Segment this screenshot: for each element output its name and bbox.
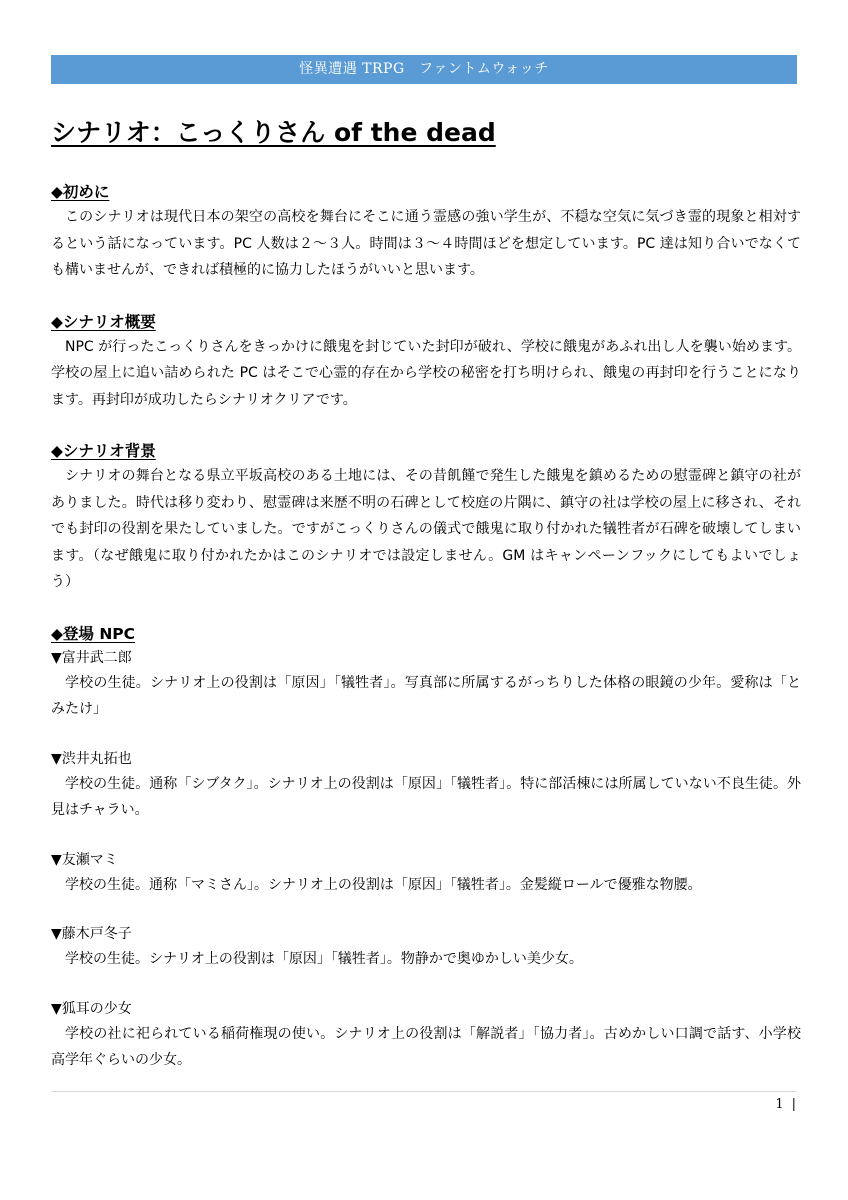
page-number-separator: | [791, 1097, 796, 1112]
npc-description: 学校の生徒。通称「シブタク」。シナリオ上の役割は「原因」「犠牲者」。特に部活棟には所属していない不良生徒。外見はチャラい。 [51, 775, 801, 818]
page-number [775, 1096, 796, 1114]
section-background [51, 439, 801, 596]
npc-entry-tomose [51, 848, 801, 899]
document-title: シナリオ：こっくりさん of the dead [51, 118, 496, 147]
section-body-intro: このシナリオは現代日本の架空の高校を舞台にそこに通う霊感の強い学生が、不穏な空気に気づき霊的現象と相対するという話になっています。PC 人数は２～３人。時間は３～４時間ほどを想定しています。PC 達は知り合いでなくても構いませんが、できれば積極的に協力したほうがいいと思います。 [51, 209, 801, 278]
section-overview [51, 310, 801, 414]
spacer [51, 596, 801, 622]
page-number-value: 1 [775, 1097, 784, 1112]
npc-name: ▼狐耳の少女 [51, 1000, 132, 1017]
npc-description: 学校の社に祀られている稲荷権現の使い。シナリオ上の役割は「解説者」「協力者」。古めかしい口調で話す、小学校高学年ぐらいの少女。 [51, 1025, 801, 1068]
npc-entry-shibui [51, 747, 801, 824]
spacer [51, 723, 801, 747]
section-body-background: シナリオの舞台となる県立平坂高校のある土地には、その昔飢饉で発生した餓鬼を鎮めるための慰霊碑と鎮守の社がありました。時代は移り変わり、慰霊碑は来歴不明の石碑として校庭の片隅に、鎮守の社は学校の屋上に移され、それでも封印の役割を果たしていました。ですがこっくりさんの儀式で餓鬼に取り付かれた犠牲者が石碑を破壊してしまいます。（なぜ餓鬼に取り付かれたかはこのシナリオでは設定しません。GM はキャンペーンフックにしてもよいでしょう） [51, 468, 801, 590]
section-intro [51, 180, 801, 284]
spacer [51, 824, 801, 848]
section-heading-npcs: ◆登場 NPC [51, 624, 136, 643]
section-heading-overview: ◆シナリオ概要 [51, 312, 156, 331]
spacer [51, 284, 801, 310]
npc-name: ▼渋井丸拓也 [51, 750, 132, 767]
section-body-overview: NPC が行ったこっくりさんをきっかけに餓鬼を封じていた封印が破れ、学校に餓鬼があふれ出し人を襲い始めます。学校の屋上に追い詰められた PC はそこで心霊的存在から学校の秘密を打ち明けられ、餓鬼の再封印を行うことになります。再封印が成功したらシナリオクリアです。 [51, 338, 801, 408]
npc-description: 学校の生徒。通称「マミさん」。シナリオ上の役割は「原因」「犠牲者」。金髪縦ロールで優雅な物腰。 [65, 876, 702, 893]
npc-entry-fujikido [51, 922, 801, 973]
npc-description: 学校の生徒。シナリオ上の役割は「原因」「犠牲者」。写真部に所属するがっちりした体格の眼鏡の少年。愛称は「とみたけ」 [51, 674, 801, 717]
spacer [51, 413, 801, 439]
section-heading-intro: ◆初めに [51, 183, 110, 201]
footer-divider [51, 1091, 797, 1092]
spacer [51, 898, 801, 922]
npc-name: ▼友瀬マミ [51, 851, 118, 868]
npc-name: ▼富井武二郎 [51, 649, 132, 666]
section-npcs [51, 622, 801, 1074]
npc-name: ▼藤木戸冬子 [51, 926, 132, 942]
document-body [51, 180, 801, 1074]
section-heading-background: ◆シナリオ背景 [51, 442, 156, 460]
npc-entry-fox-girl [51, 997, 801, 1074]
npc-entry-tomii [51, 646, 801, 723]
spacer [51, 973, 801, 997]
header-banner: 怪異遭遇 TRPG ファントムウォッチ [51, 55, 797, 84]
npc-description: 学校の生徒。シナリオ上の役割は「原因」「犠牲者」。物静かで奥ゆかしい美少女。 [65, 951, 583, 967]
